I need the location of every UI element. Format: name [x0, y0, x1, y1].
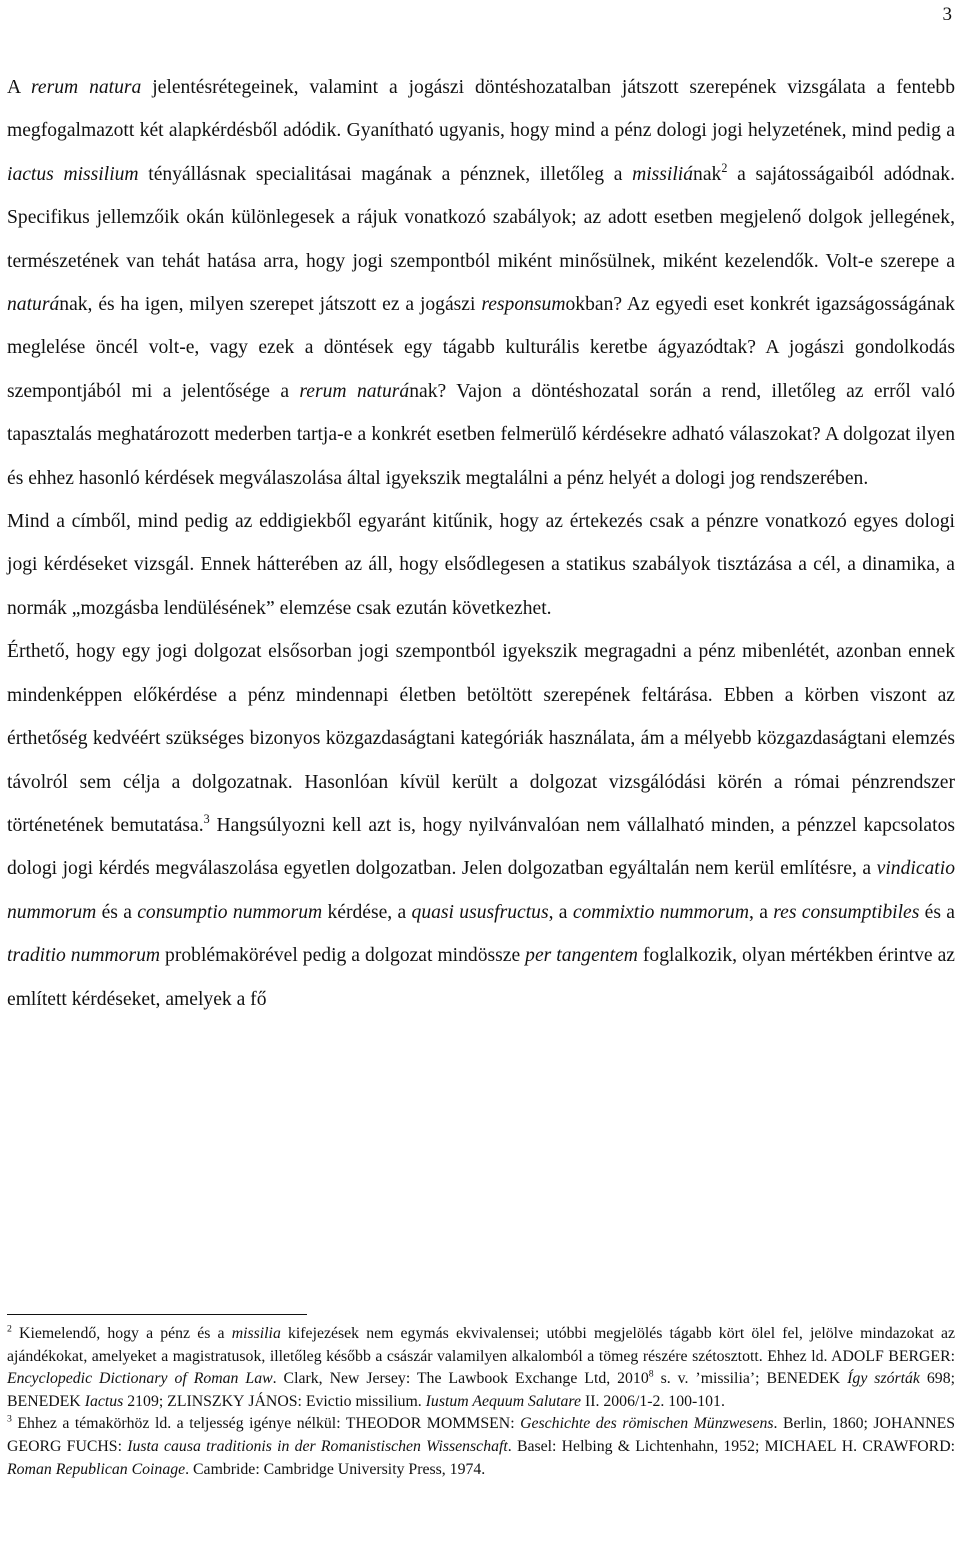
small-caps-text: ERGER — [898, 1347, 951, 1365]
small-caps-text: UCHS — [75, 1437, 118, 1455]
paragraph — [7, 66, 955, 500]
text-run: G — [7, 1437, 19, 1455]
small-caps-text: ENEDEK — [777, 1370, 841, 1388]
italic-text: Iustum Aequum Salutare — [425, 1392, 581, 1410]
small-caps-text: ÁNOS — [254, 1392, 298, 1410]
text-run: nak — [693, 163, 722, 185]
text-run: . Basel: Helbing & Lichtenhahn, 1952; M — [507, 1437, 779, 1455]
text-run: Kiemelendő, hogy a pénz és a — [11, 1325, 232, 1342]
footnotes — [7, 1323, 955, 1481]
text-run: H. C — [836, 1437, 873, 1455]
small-caps-text: ENEDEK — [17, 1392, 81, 1410]
text-run: A — [7, 77, 31, 98]
small-caps-text: DOLF — [842, 1347, 884, 1365]
footnote-reference: 3 — [7, 1414, 12, 1426]
text-run: M — [421, 1415, 441, 1433]
italic-text: commixtio nummorum — [572, 901, 750, 923]
text-run: : — [950, 1347, 955, 1365]
italic-text: rerum natura — [30, 77, 142, 98]
text-run: Mind a címből, mind pedig az eddigiekből egyaránt kitűnik, hogy az értekezés csak a pénzre vonatkozó egyes dologi jogi kérdéseket vizsgál. Ennek hátterében az áll, hogy elsődlegesen a statikus szabályok tisztázása a cél, a dinamika, a normák „mozgásba lendülésének” elemzése csak ezután következhet. — [7, 511, 955, 619]
small-caps-text: ICHAEL — [778, 1437, 837, 1455]
text-run: , a — [548, 901, 573, 923]
text-run: Hangsúlyozni kell azt is, hogy nyilvánvalóan nem vállalható minden, a pénzzel kapcsolatos dologi jogi kérdés megválaszolása egyetlen dolgozatban. Jelen dolgozatban egyáltalán nem kerül említésre, a — [7, 814, 955, 880]
text-run: : — [510, 1415, 521, 1433]
text-run: J — [244, 1392, 255, 1410]
text-run: . Clark, New Jersey: The Lawbook Exchange Ltd, 2010 — [272, 1370, 649, 1388]
small-caps-text: OHANNES — [879, 1415, 956, 1433]
footnote-separator — [7, 1314, 307, 1315]
italic-text: Geschichte des römischen Münzwesens — [520, 1415, 774, 1433]
page-number: 3 — [942, 4, 952, 25]
footnote-reference: 8 — [648, 1368, 654, 1380]
italic-text: Roman Republican Coinage — [7, 1460, 186, 1478]
footnote-reference: 3 — [203, 812, 210, 827]
text-run: . Berlin, 1860; J — [773, 1415, 880, 1433]
text-run: F — [61, 1437, 76, 1455]
footnote-reference: 2 — [721, 160, 728, 175]
italic-text: consumptio nummorum — [137, 901, 323, 923]
text-run: Ehhez a témakörhöz ld. a teljesség igénye nélkül: T — [11, 1415, 356, 1433]
text-run: jelentésrétegeinek, valamint a jogászi döntéshozatalban játszott szerepének vizsgálata a fentebb megfogalmazott két alapkérdésből adódik. Gyanítható ugyanis, hogy mind a pénz dologi jogi helyzetének, mind pedig a — [7, 77, 955, 142]
text-run: : — [117, 1437, 128, 1455]
text-run: problémakörével pedig a dolgozat mindössze — [160, 945, 526, 967]
footnote-reference: 2 — [7, 1323, 12, 1335]
text-run: nak, és ha igen, milyen szerepet játszott ez a jogászi — [59, 294, 482, 316]
text-run: nak? Vajon a döntéshozatal során a rend, illetőleg az erről való tapasztalás meghatározott mederben tartja-e a konkrét esetben felmerülő kérdésekre adható válaszokat? A dolgozat ilyen és ehhez hasonló kérdések megválaszolása által igyekszik megtalálni a pénz helyét a dologi jog rendszerében. — [7, 380, 955, 489]
text-run: és a — [919, 901, 955, 923]
small-caps-text: RAWFORD — [872, 1437, 951, 1455]
text-run: 2109; Z — [123, 1392, 177, 1410]
text-run: okban? Az egyedi eset konkrét igazságosságának meglelése öncél volt-e, vagy ezek a döntések egy tágabb kulturális keretbe ágyazódtak? A jogászi gondolkodás szempontjából mi a jelentősége a — [7, 294, 955, 402]
italic-text: traditio nummorum — [7, 945, 161, 967]
italic-text: iactus missilium — [7, 163, 139, 185]
text-run: : Evictio missilium. — [297, 1392, 426, 1410]
italic-text: Iusta causa traditionis in der Romanistischen Wissenschaft — [127, 1437, 508, 1455]
text-run: és a — [96, 901, 138, 923]
italic-text: Iactus — [84, 1392, 124, 1410]
small-caps-text: OMMSEN — [440, 1415, 511, 1433]
text-run: Érthető, hogy egy jogi dolgozat elsősorban jogi szempontból igyekszik megragadni a pénz mibenlétét, azonban ennek mindenképpen előkérdése a pénz mindennapi életben betöltött szerepének feltárása. Ebben a körben viszont az érthetőség kedvéért szükséges bizonyos közgazdaságtani kategóriák használata, ám a mélyebb közgazdaságtani elemzés távolról sem célja a dolgozatnak. Hasonlóan kívül került a dolgozat vizsgálódási körén a római pénzrendszer történetének bemutatása. — [7, 641, 955, 836]
italic-text: rerum naturá — [299, 380, 410, 402]
italic-text: responsum — [481, 294, 566, 316]
small-caps-text: LINSZKY — [176, 1392, 245, 1410]
text-run: B — [883, 1347, 899, 1365]
text-run: kifejezések nem egymás ekvivalensei; utóbbi megjelölés tágabb kört ölel fel, jelölve mindazokat az ajándékokat, amelyeket a magistratusok, illetőleg később a császár valamilyen alkalomból a tömeg részére szétosztott. Ehhez ld. A — [7, 1325, 955, 1365]
italic-text: Encyclopedic Dictionary of Roman Law — [7, 1370, 273, 1388]
italic-text: per tangentem — [525, 945, 638, 967]
text-run: a sajátosságaiból adódnak. Specifikus jellemzőik okán különlegesek a rájuk vonatkozó szabályok; az adott esetben megjelenő dolgok jellegének, természetének van tehát hatása arra, hogy jogi szempontból miként minősülnek, miként kezelendők. Volt-e szerepe a — [7, 163, 955, 272]
italic-text: vindicatio nummorum — [7, 858, 955, 923]
text-run: , a — [749, 901, 774, 923]
text-run: kérdése, a — [322, 901, 412, 923]
text-run: s. v. ’missilia’; B — [653, 1370, 777, 1388]
body-text — [7, 66, 955, 1021]
italic-text: Így szórták — [847, 1370, 920, 1388]
paragraph — [7, 500, 955, 630]
footnote — [7, 1323, 955, 1413]
text-run: 698; B — [7, 1370, 955, 1410]
italic-text: res consumptibiles — [773, 901, 920, 923]
text-run: . Cambride: Cambridge University Press, 1974. — [185, 1460, 486, 1478]
italic-text: missiliá — [632, 163, 694, 185]
paragraph — [7, 630, 955, 1021]
italic-text: naturá — [7, 294, 60, 316]
small-caps-text: HEODOR — [355, 1415, 422, 1433]
footnote — [7, 1413, 955, 1481]
small-caps-text: EORG — [18, 1437, 62, 1455]
italic-text: quasi ususfructus — [411, 901, 549, 923]
text-run: II. 2006/1-2. 100-101. — [581, 1392, 725, 1410]
italic-text: missilia — [231, 1325, 281, 1342]
text-run: foglalkozik, olyan mértékben érintve az említett kérdéseket, amelyek a fő — [7, 945, 955, 1010]
text-run: : — [950, 1437, 955, 1455]
text-run: tényállásnak specialitásai magának a pénznek, illetőleg a — [138, 163, 633, 185]
